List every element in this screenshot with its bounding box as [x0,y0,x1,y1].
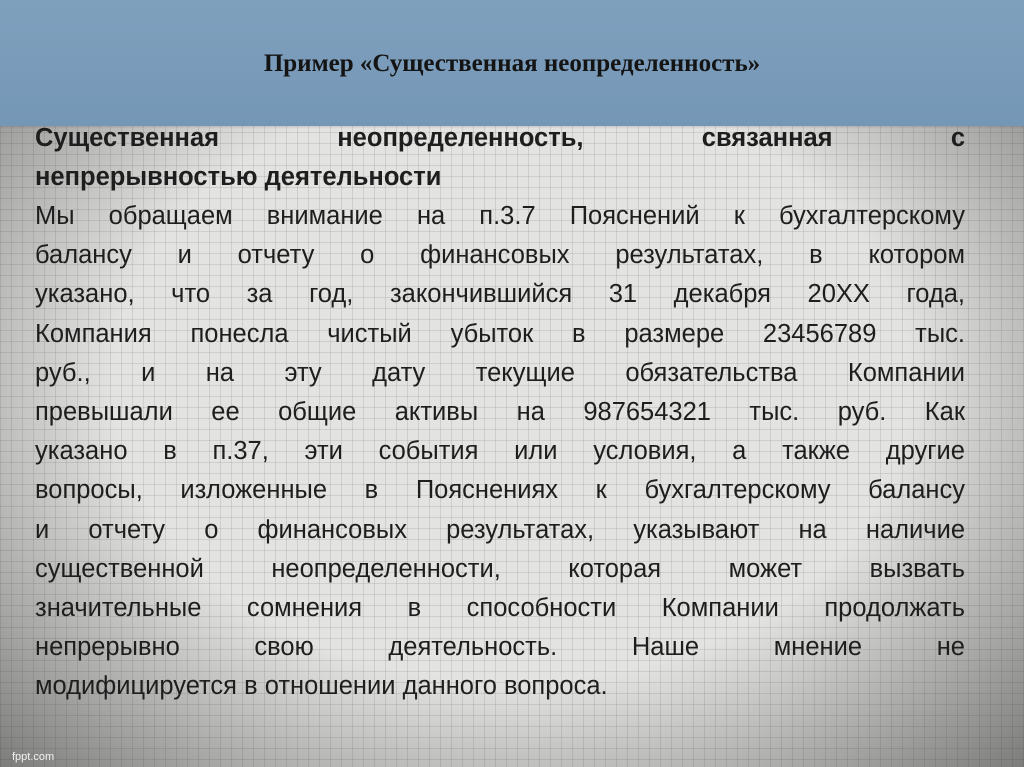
body-line: Мы обращаем внимание на п.3.7 Пояснений к бухгалтерскому [35,202,965,230]
body-line: вопросы, изложенные в Пояснениях к бухгалтерскому балансу [35,476,965,505]
body-line: указано в п.37, эти события или условия, а также другие [35,437,965,466]
body-line: модифицируется в отношении данного вопроса. [35,672,608,701]
body-line: руб., и на эту дату текущие обязательства Компании [35,358,965,387]
heading-line: непрерывностью деятельности [35,163,442,191]
slide-content [35,119,965,707]
body-line: Компания понесла чистый убыток в размере 23456789 тыс. [35,319,965,348]
slide-title: Пример «Существенная неопределенность» [263,50,761,77]
title-band [0,0,1024,126]
heading-line: Существенная неопределенность, связанная с [35,124,965,152]
watermark-text: fppt.com [12,751,55,763]
body-line: указано, что за год, закончившийся 31 декабря 20XX года, [35,280,965,309]
body-line: значительные сомнения в способности Компании продолжать [35,594,965,623]
body-paragraph [35,197,965,707]
body-line: непрерывно свою деятельность. Наше мнение не [35,633,965,662]
body-line: существенной неопределенности, которая может вызвать [35,554,965,583]
section-heading [35,119,965,197]
body-line: превышали ее общие активы на 987654321 тыс. руб. Как [35,398,965,427]
body-line: и отчету о финансовых результатах, указывают на наличие [35,515,965,544]
body-line: балансу и отчету о финансовых результатах, в котором [35,241,965,270]
